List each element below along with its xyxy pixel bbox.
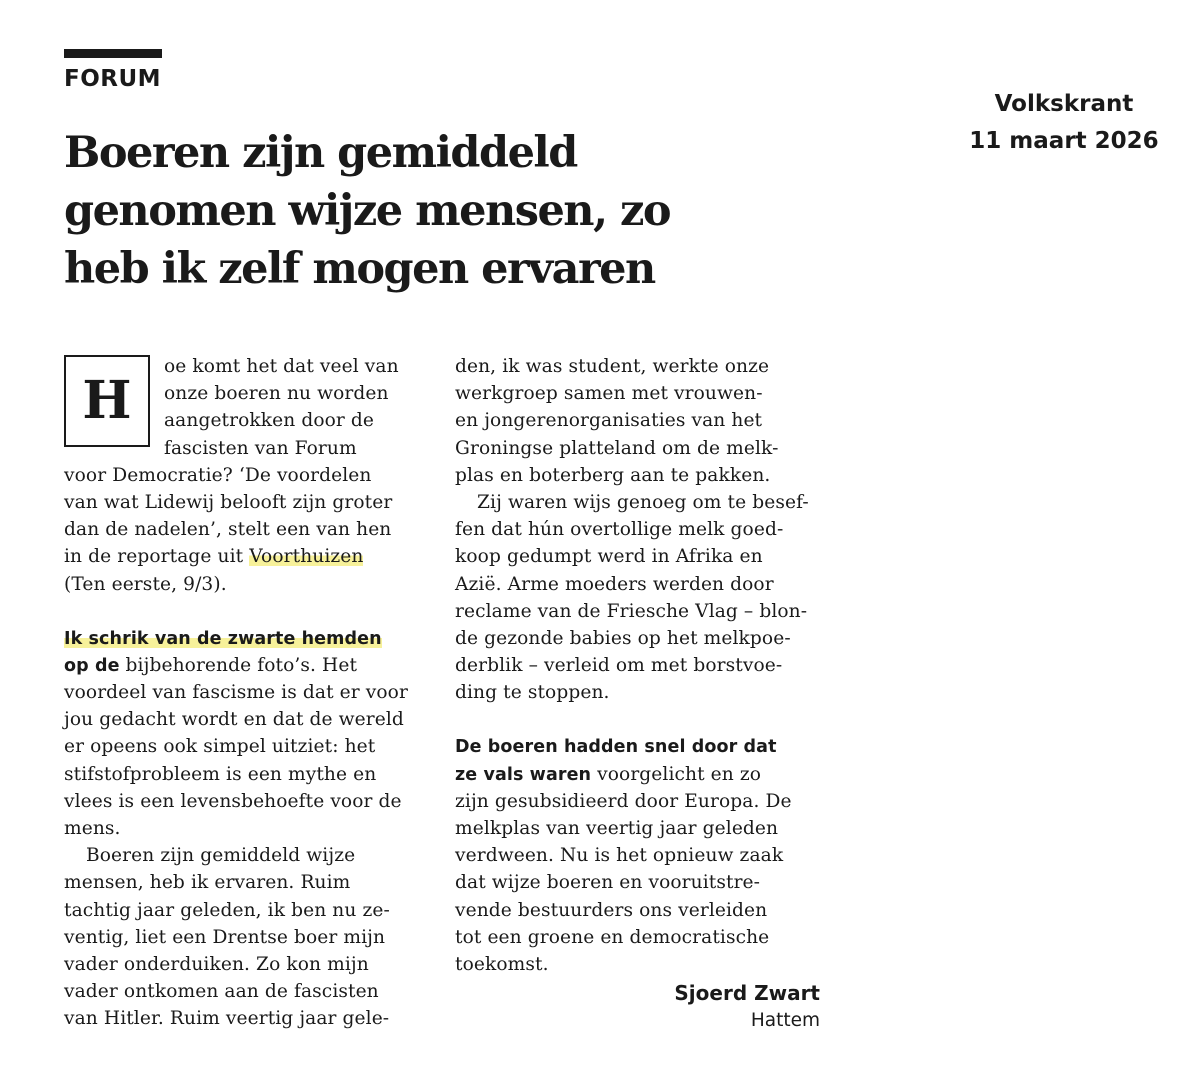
text-line: werkgroep samen met vrouwen-	[455, 383, 763, 405]
text-line: zijn gesubsidieerd door Europa. De	[455, 790, 792, 812]
text-line: reclame van de Friesche Vlag – blon-	[455, 600, 808, 622]
text-line: dat wijze boeren en vooruitstre-	[455, 872, 761, 894]
headline-line: genomen wijze mensen, zo	[64, 186, 671, 236]
article-headline	[64, 124, 764, 298]
article-column-2	[455, 353, 825, 978]
text-line: en jongerenorganisaties van het	[455, 410, 763, 432]
lead-in: op de	[64, 655, 120, 676]
text-line: ventig, liet een Drentse boer mijn	[64, 926, 386, 948]
dropcap-wrap-text	[164, 353, 424, 462]
text-line: stifstofprobleem is een mythe en	[64, 763, 377, 785]
text-line: onze boeren nu worden	[164, 383, 389, 405]
text-line: dan de nadelen’, stelt een van hen	[64, 519, 392, 541]
text-line: vende bestuurders ons verleiden	[455, 899, 768, 921]
author-place: Hattem	[750, 1010, 820, 1031]
text-line: toekomst.	[455, 953, 549, 975]
author-signature	[674, 980, 820, 1034]
text-line: vlees is een levensbehoefte voor de	[64, 790, 402, 812]
source-label	[930, 86, 1198, 160]
text-line	[64, 543, 424, 570]
text-line	[455, 733, 825, 760]
text-line: ding te stoppen.	[455, 682, 610, 704]
text-line: er opeens ook simpel uitziet: het	[64, 736, 376, 758]
lead-in-highlighted: Ik schrik van de zwarte hemden	[64, 628, 382, 649]
text-line: fascisten van Forum	[164, 437, 357, 459]
text-line: voor Democratie? ‘De voordelen	[64, 464, 372, 486]
text-line: vader onderduiken. Zo kon mijn	[64, 953, 369, 975]
text-line: plas en boterberg aan te pakken.	[455, 464, 771, 486]
text-line: verdween. Nu is het opnieuw zaak	[455, 845, 784, 867]
text-line: mens.	[64, 818, 121, 839]
text-line: Boeren zijn gemiddeld wijze	[86, 845, 356, 867]
text-line: oe komt het dat veel van	[164, 356, 399, 377]
text-line: de gezonde babies op het melkpoe-	[455, 627, 791, 649]
text-line: aangetrokken door de	[164, 410, 375, 432]
section-rule	[64, 49, 162, 58]
headline-line: Boeren zijn gemiddeld	[64, 128, 577, 178]
text-line: den, ik was student, werkte onze	[455, 356, 770, 377]
text-line: Azië. Arme moeders werden door	[455, 573, 774, 595]
text-line: van Hitler. Ruim veertig jaar gele-	[64, 1008, 390, 1030]
text-line: tachtig jaar geleden, ik ben nu ze-	[64, 899, 390, 921]
lead-in: ze vals waren	[455, 764, 592, 785]
text-line	[64, 652, 424, 679]
newspaper-name: Volkskrant	[994, 91, 1134, 117]
text-line	[64, 625, 424, 652]
drop-cap: H	[64, 355, 150, 447]
text-line: derblik – verleid om met borstvoe-	[455, 655, 783, 677]
text-line: melkplas van veertig jaar geleden	[455, 818, 779, 839]
headline-line: heb ik zelf mogen ervaren	[64, 244, 655, 294]
text-line: mensen, heb ik ervaren. Ruim	[64, 872, 351, 894]
text-line: voordeel van fascisme is dat er voor	[64, 682, 408, 704]
text-line: van wat Lidewij belooft zijn groter	[64, 491, 393, 513]
article-column-1	[64, 353, 424, 1033]
text-line: vader ontkomen aan de fascisten	[64, 981, 379, 1003]
highlighted-text: Voorthuizen	[249, 546, 364, 568]
text-line: fen dat hún overtollige melk goed-	[455, 519, 784, 541]
lead-in: De boeren hadden snel door dat	[455, 737, 777, 758]
text-line: jou gedacht wordt en dat de wereld	[64, 709, 404, 731]
publication-date: 11 maart 2026	[969, 128, 1159, 154]
text-line: tot een groene en democratische	[455, 926, 770, 948]
text-segment: voorgelicht en zo	[591, 763, 762, 785]
text-segment: bijbehorende foto’s. Het	[119, 654, 358, 676]
text-line	[455, 761, 825, 788]
author-name: Sjoerd Zwart	[674, 981, 820, 1005]
text-line: Zij waren wijs genoeg om te besef-	[477, 491, 809, 513]
text-line: Groningse platteland om de melk-	[455, 437, 779, 459]
text-line: (Ten eerste, 9/3).	[64, 573, 227, 595]
section-label: FORUM	[64, 66, 162, 92]
text-segment: in de reportage uit	[64, 546, 250, 568]
text-line: koop gedumpt werd in Afrika en	[455, 546, 763, 568]
